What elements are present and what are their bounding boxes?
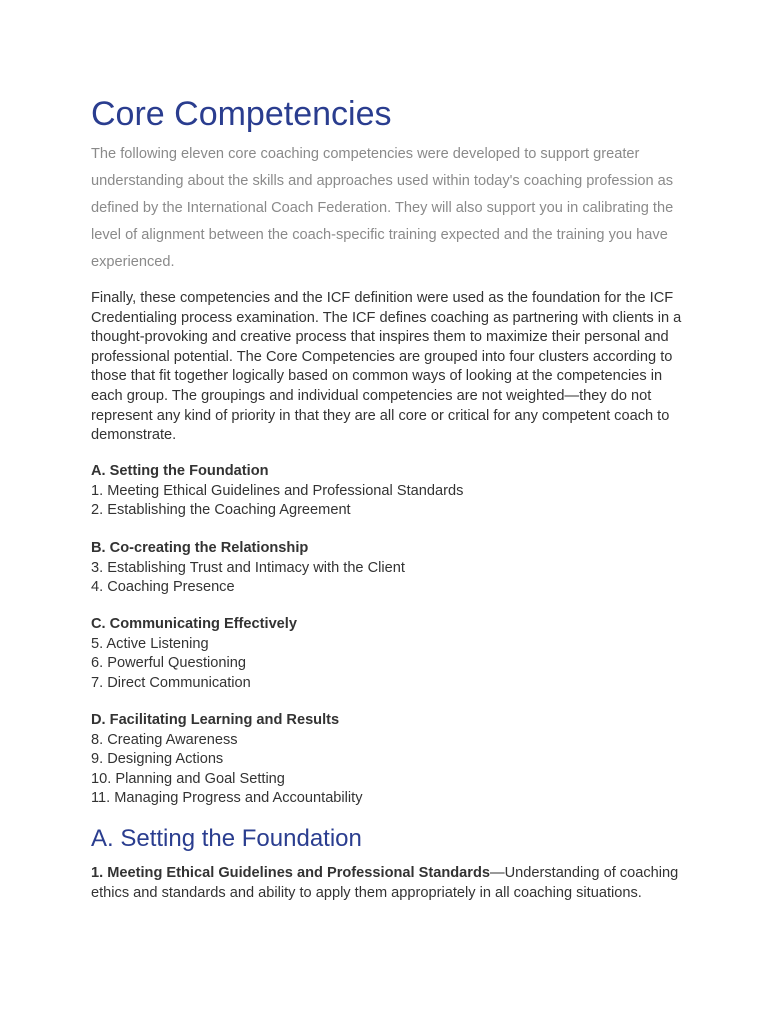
list-item: 2. Establishing the Coaching Agreement bbox=[91, 502, 351, 518]
competency-group-a bbox=[91, 462, 691, 521]
list-item: 5. Active Listening bbox=[91, 635, 209, 652]
competency-group-d bbox=[91, 711, 691, 809]
competency-detail bbox=[91, 863, 691, 903]
group-heading: C. Communicating Effectively bbox=[91, 616, 297, 632]
competency-detail-title: 1. Meeting Ethical Guidelines and Professional Standards bbox=[91, 865, 490, 881]
list-item: 11. Managing Progress and Accountability bbox=[91, 790, 363, 806]
section-heading: A. Setting the Foundation bbox=[91, 825, 362, 852]
competency-detail-text: —Understanding of coaching ethics and standards and ability to apply them appropriately in all coaching situations. bbox=[91, 865, 679, 901]
group-heading: D. Facilitating Learning and Results bbox=[91, 712, 340, 728]
list-item: 3. Establishing Trust and Intimacy with the Client bbox=[91, 559, 405, 576]
group-heading: A. Setting the Foundation bbox=[91, 463, 269, 479]
list-item: 7. Direct Communication bbox=[91, 674, 251, 691]
intro-paragraph: The following eleven core coaching competencies were developed to support greater understanding about the skills and approaches used within today's coaching profession as defined by the International Coach Federation. They will also support you in calibrating the level of alignment between the coach-specific training expected and the training you have experienced. bbox=[91, 146, 674, 270]
page-title: Core Competencies bbox=[91, 95, 392, 133]
list-item: 6. Powerful Questioning bbox=[91, 655, 246, 671]
group-heading: B. Co-creating the Relationship bbox=[91, 540, 309, 556]
body-paragraph: Finally, these competencies and the ICF definition were used as the foundation for the ICF Credentialing process examination. The ICF defines coaching as partnering with clients in a thought-provoking and creative process that inspires them to maximize their personal and professional potential. The Core Competencies are grouped into four clusters according to those that fit together logically based on common ways of looking at the competencies in each group. The groupings and individual competencies are not weighted—they do not represent any kind of priority in that they are all core or critical for any competent coach to demonstrate. bbox=[91, 290, 682, 444]
competency-group-b bbox=[91, 539, 691, 598]
list-item: 10. Planning and Goal Setting bbox=[91, 770, 285, 787]
list-item: 8. Creating Awareness bbox=[91, 731, 238, 748]
list-item: 9. Designing Actions bbox=[91, 751, 224, 767]
list-item: 4. Coaching Presence bbox=[91, 579, 235, 595]
competency-group-c bbox=[91, 615, 691, 693]
list-item: 1. Meeting Ethical Guidelines and Professional Standards bbox=[91, 482, 464, 499]
